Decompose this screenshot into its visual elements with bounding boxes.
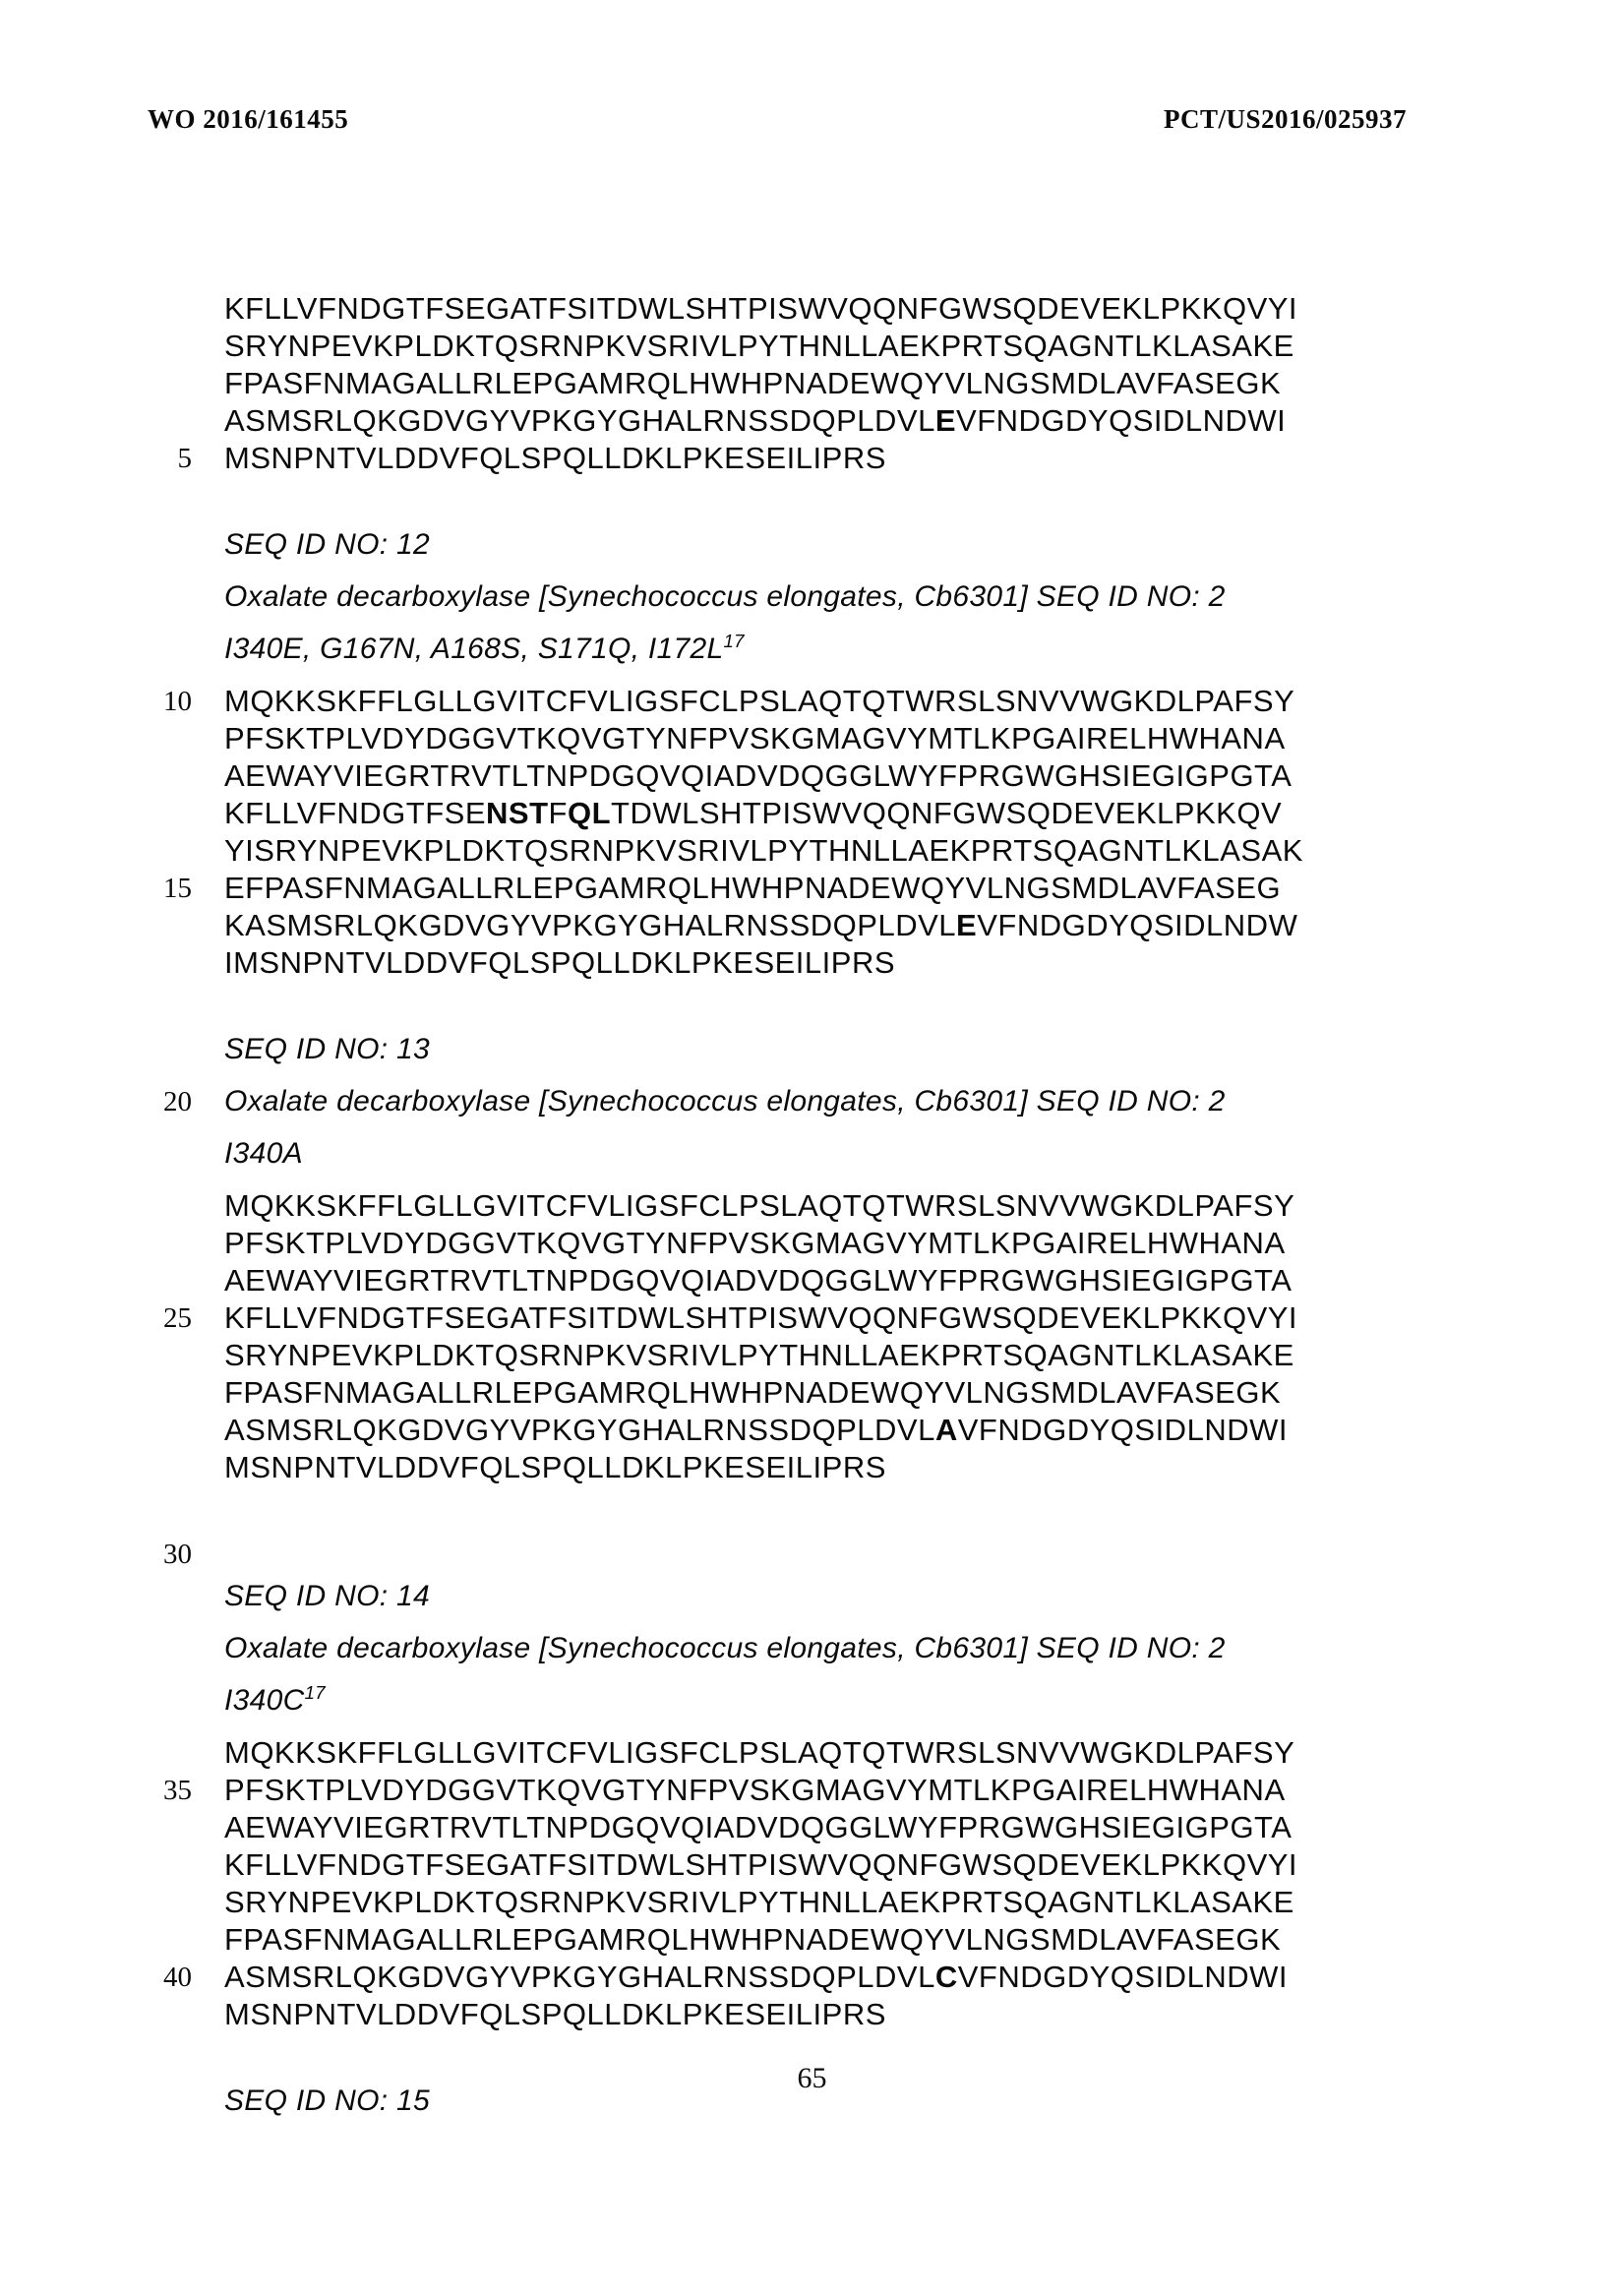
sequence-line — [224, 365, 1585, 402]
sequence-line — [224, 1921, 1585, 1959]
text-run: MQKKSKFFLGLLGVITCFVLIGSFCLPSLAQTQTWRSLSNVVWGKDLPAFSY — [224, 1735, 1295, 1770]
mutation-list-heading — [224, 1682, 1585, 1720]
sequence-block — [177, 290, 1585, 477]
protein-description-heading — [163, 1083, 1585, 1120]
text-run: SEQ ID NO: 12 — [224, 528, 430, 561]
protein-description-heading — [224, 1630, 1585, 1667]
text-run: KFLLVFNDGTFSEGATFSITDWLSHTPISWVQQNFGWSQDEVEKLPKKQVYI — [224, 1300, 1298, 1335]
publication-number: WO 2016/161455 — [148, 104, 349, 134]
sequence-line — [224, 1809, 1585, 1846]
sequence-line — [163, 1772, 1585, 1809]
text-run: MQKKSKFFLGLLGVITCFVLIGSFCLPSLAQTQTWRSLSNVVWGKDLPAFSY — [224, 1188, 1295, 1223]
sequence-line — [224, 290, 1585, 328]
section-headings — [163, 1031, 1585, 1173]
sequence-line — [224, 1846, 1585, 1884]
page-number: 65 — [797, 2062, 827, 2094]
text-run: VFNDGDYQSIDLNDWI — [956, 403, 1287, 438]
text-run: MSNPNTVLDDVFQLSPQLLDKLPKESEILIPRS — [224, 1997, 886, 2031]
sequence-line — [224, 1734, 1585, 1772]
sequence-line — [224, 1996, 1585, 2033]
text-run: VFNDGDYQSIDLNDWI — [957, 1413, 1288, 1447]
text-run: PFSKTPLVDYDGGVTKQVGTYNFPVSKGMAGVYMTLKPGAIRELHWHANA — [224, 721, 1286, 755]
sequence-block — [163, 1187, 1585, 1486]
text-run: KFLLVFNDGTFSE — [224, 796, 487, 830]
text-run: Oxalate decarboxylase [Synechococcus elongates, Cb6301] SEQ ID NO: 2 — [224, 580, 1226, 613]
text-run: SEQ ID NO: 15 — [224, 2084, 430, 2117]
sequence-line — [224, 795, 1585, 832]
text-run: KFLLVFNDGTFSEGATFSITDWLSHTPISWVQQNFGWSQDEVEKLPKKQVYI — [224, 1847, 1298, 1882]
sequence-line — [177, 440, 1585, 477]
document-body — [163, 290, 1585, 2135]
text-run: Oxalate decarboxylase [Synechococcus elongates, Cb6301] SEQ ID NO: 2 — [224, 1085, 1226, 1117]
line-number: 25 — [163, 1302, 192, 1334]
text-run: EFPASFNMAGALLRLEPGAMRQLHWHPNADEWQYVLNGSMDLAVFASEG — [224, 871, 1282, 905]
text-run: PFSKTPLVDYDGGVTKQVGTYNFPVSKGMAGVYMTLKPGAIRELHWHANA — [224, 1226, 1286, 1260]
page-header — [148, 104, 1407, 135]
sequence-line — [224, 1187, 1585, 1225]
mutated-residue: C — [934, 1960, 958, 1994]
text-run: AEWAYVIEGRTRVTLTNPDGQVQIADVDQGGLWYFPRGWGHSIEGIGPGTA — [224, 1810, 1293, 1844]
sequence-block — [163, 683, 1585, 982]
mutated-residue: E — [956, 908, 978, 942]
text-run: SRYNPEVKPLDKTQSRNPKVSRIVLPYTHNLLAEKPRTSQAGNTLKLASAKE — [224, 1338, 1294, 1372]
line-number: 15 — [163, 873, 192, 904]
sequence-line — [163, 683, 1585, 720]
line-number-row — [163, 1536, 1585, 1573]
text-run: VFNDGDYQSIDLNDWI — [957, 1960, 1288, 1994]
sequence-block — [163, 1734, 1585, 2033]
sequence-line — [224, 328, 1585, 365]
text-run: F — [548, 796, 568, 830]
sequence-line — [224, 944, 1585, 982]
line-number: 20 — [163, 1086, 192, 1117]
text-run: ASMSRLQKGDVGYVPKGYGHALRNSSDQPLDVL — [224, 1960, 935, 1994]
text-run: SRYNPEVKPLDKTQSRNPKVSRIVLPYTHNLLAEKPRTSQAGNTLKLASAKE — [224, 1885, 1294, 1919]
mutated-residue: NST — [486, 796, 549, 830]
section-headings — [224, 526, 1585, 668]
text-run: Oxalate decarboxylase [Synechococcus elongates, Cb6301] SEQ ID NO: 2 — [224, 1632, 1226, 1664]
sequence-line — [163, 1959, 1585, 1996]
text-run: KASMSRLQKGDVGYVPKGYGHALRNSSDQPLDVL — [224, 908, 957, 942]
text-run: FPASFNMAGALLRLEPGAMRQLHWHPNADEWQYVLNGSMDLAVFASEGK — [224, 1375, 1282, 1410]
text-run: AEWAYVIEGRTRVTLTNPDGQVQIADVDQGGLWYFPRGWGHSIEGIGPGTA — [224, 758, 1293, 793]
mutation-list-heading — [224, 1135, 1585, 1173]
sequence-line — [224, 1337, 1585, 1374]
sequence-line — [163, 870, 1585, 907]
text-run: ASMSRLQKGDVGYVPKGYGHALRNSSDQPLDVL — [224, 403, 935, 438]
text-run: KFLLVFNDGTFSEGATFSITDWLSHTPISWVQQNFGWSQDEVEKLPKKQVYI — [224, 291, 1298, 326]
text-run: IMSNPNTVLDDVFQLSPQLLDKLPKESEILIPRS — [224, 945, 896, 980]
seq-id-heading — [224, 526, 1585, 564]
text-run: TDWLSHTPISWVQQNFGWSQDEVEKLPKKQV — [611, 796, 1283, 830]
mutation-list-heading — [224, 631, 1585, 668]
page-footer — [0, 2062, 1624, 2095]
text-run: SEQ ID NO: 13 — [224, 1033, 430, 1065]
protein-description-heading — [224, 578, 1585, 616]
text-run: MQKKSKFFLGLLGVITCFVLIGSFCLPSLAQTQTWRSLSNVVWGKDLPAFSY — [224, 684, 1295, 718]
text-run: YISRYNPEVKPLDKTQSRNPKVSRIVLPYTHNLLAEKPRTSQAGNTLKLASAK — [224, 833, 1303, 868]
sequence-line — [224, 1374, 1585, 1412]
sequence-line — [224, 757, 1585, 795]
section-headings — [224, 1578, 1585, 1720]
line-number: 5 — [177, 443, 192, 474]
text-run: FPASFNMAGALLRLEPGAMRQLHWHPNADEWQYVLNGSMDLAVFASEGK — [224, 366, 1282, 400]
text-run: ASMSRLQKGDVGYVPKGYGHALRNSSDQPLDVL — [224, 1413, 935, 1447]
sequence-line — [224, 832, 1585, 870]
mutated-residue: E — [934, 403, 957, 438]
superscript-reference: 17 — [723, 631, 745, 651]
text-run: PFSKTPLVDYDGGVTKQVGTYNFPVSKGMAGVYMTLKPGAIRELHWHANA — [224, 1773, 1286, 1807]
text-run: AEWAYVIEGRTRVTLTNPDGQVQIADVDQGGLWYFPRGWGHSIEGIGPGTA — [224, 1263, 1293, 1298]
seq-id-heading — [224, 1578, 1585, 1615]
text-run: FPASFNMAGALLRLEPGAMRQLHWHPNADEWQYVLNGSMDLAVFASEGK — [224, 1922, 1282, 1957]
line-number: 35 — [163, 1775, 192, 1806]
text-run: I340E, G167N, A168S, S171Q, I172L — [224, 633, 724, 665]
sequence-line — [224, 907, 1585, 944]
superscript-reference: 17 — [304, 1682, 326, 1703]
mutated-residue: A — [934, 1413, 958, 1447]
text-run: VFNDGDYQSIDLNDW — [977, 908, 1298, 942]
sequence-line — [224, 1412, 1585, 1449]
sequence-line — [224, 1262, 1585, 1299]
sequence-line — [224, 1449, 1585, 1486]
sequence-line — [224, 402, 1585, 440]
line-number: 10 — [163, 686, 192, 717]
application-number: PCT/US2016/025937 — [1163, 104, 1407, 134]
mutated-residue: QL — [567, 796, 612, 830]
sequence-line — [224, 1225, 1585, 1262]
text-run: SEQ ID NO: 14 — [224, 1580, 430, 1612]
seq-id-heading — [224, 1031, 1585, 1068]
text-run: MSNPNTVLDDVFQLSPQLLDKLPKESEILIPRS — [224, 441, 886, 475]
text-line — [163, 1536, 1585, 1573]
line-number: 30 — [163, 1539, 192, 1570]
sequence-line — [224, 720, 1585, 757]
sequence-line — [224, 1884, 1585, 1921]
text-run: I340C — [224, 1684, 305, 1717]
sequence-line — [163, 1299, 1585, 1337]
line-number: 40 — [163, 1962, 192, 1993]
text-run: I340A — [224, 1137, 303, 1170]
text-run: MSNPNTVLDDVFQLSPQLLDKLPKESEILIPRS — [224, 1450, 886, 1484]
text-run: SRYNPEVKPLDKTQSRNPKVSRIVLPYTHNLLAEKPRTSQAGNTLKLASAKE — [224, 329, 1294, 363]
